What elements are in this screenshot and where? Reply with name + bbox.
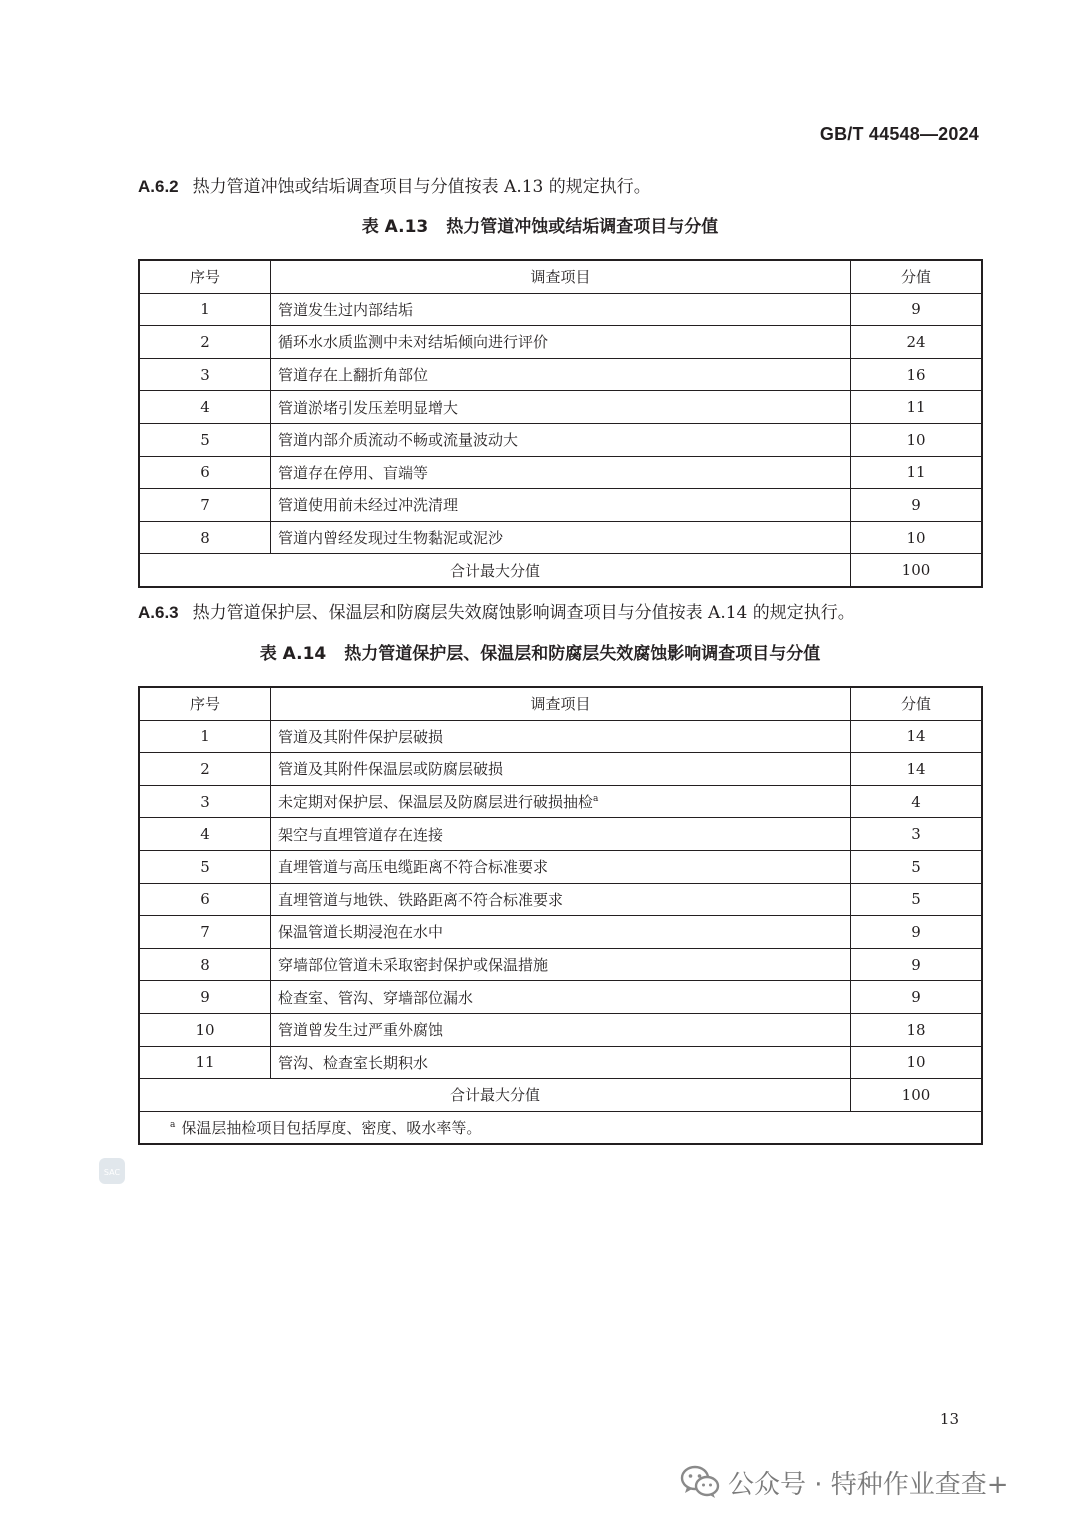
table-a13 (138, 259, 983, 588)
table-a13-title (0, 212, 1080, 237)
table-row (139, 981, 982, 1014)
account-text: 公众号 · 特种作业查查+ (728, 1469, 1009, 1500)
col-header-no: 序号 (139, 260, 271, 293)
row-score: 11 (851, 391, 983, 424)
row-number: 3 (139, 785, 271, 818)
row-number: 4 (139, 818, 271, 851)
row-item-text: 管道存在停用、盲端等 (278, 463, 429, 482)
row-score: 9 (851, 293, 983, 326)
clause-number: A.6.3 (138, 603, 179, 622)
page-number: 13 (939, 1410, 959, 1428)
row-score: 18 (851, 1013, 983, 1046)
row-item-text: 管沟、检查室长期积水 (278, 1053, 429, 1072)
row-score: 3 (851, 818, 983, 851)
row-score: 5 (851, 850, 983, 883)
table-row (139, 391, 982, 424)
total-label: 合计最大分值 (139, 554, 851, 587)
row-number: 8 (139, 521, 271, 554)
col-header-score: 分值 (851, 687, 983, 720)
row-item-text: 管道曾发生过严重外腐蚀 (278, 1021, 444, 1040)
table-row (139, 456, 982, 489)
row-item (271, 916, 851, 949)
row-item-text: 循环水水质监测中未对结垢倾向进行评价 (278, 333, 549, 352)
row-item (271, 753, 851, 786)
table-header-row (139, 687, 982, 720)
row-number: 11 (139, 1046, 271, 1079)
row-score: 14 (851, 720, 983, 753)
row-score: 10 (851, 1046, 983, 1079)
table-row (139, 1046, 982, 1079)
row-item-text: 未定期对保护层、保温层及防腐层进行破损抽检 (278, 793, 594, 812)
standard-code: GB/T 44548—2024 (819, 124, 979, 144)
row-item-text: 管道存在上翻折角部位 (278, 366, 429, 385)
row-item-text: 穿墙部位管道未采取密封保护或保温措施 (278, 956, 549, 975)
table-total-row (139, 1079, 982, 1112)
row-number: 1 (139, 720, 271, 753)
col-header-no: 序号 (139, 687, 271, 720)
footnote-text: 保温层抽检项目包括厚度、密度、吸水率等。 (181, 1119, 482, 1138)
row-item (271, 850, 851, 883)
row-item (271, 456, 851, 489)
total-value: 100 (851, 1079, 983, 1112)
row-number: 1 (139, 293, 271, 326)
row-item-text: 直埋管道与高压电缆距离不符合标准要求 (278, 858, 549, 877)
row-item (271, 785, 851, 818)
table-row (139, 785, 982, 818)
row-item (271, 720, 851, 753)
row-item (271, 358, 851, 391)
table-row (139, 753, 982, 786)
row-number: 5 (139, 423, 271, 456)
row-item (271, 818, 851, 851)
table-a14-title (0, 639, 1080, 664)
row-item-text: 直埋管道与地铁、铁路距离不符合标准要求 (278, 890, 564, 909)
row-item-text: 管道淤堵引发压差明显增大 (278, 398, 459, 417)
row-score: 4 (851, 785, 983, 818)
table-row (139, 489, 982, 522)
col-header-score: 分值 (851, 260, 983, 293)
row-score: 10 (851, 423, 983, 456)
col-header-item: 调查项目 (271, 687, 851, 720)
row-score: 24 (851, 326, 983, 359)
row-score: 9 (851, 916, 983, 949)
row-item (271, 948, 851, 981)
row-item (271, 391, 851, 424)
clause-a63 (138, 598, 855, 623)
row-number: 9 (139, 981, 271, 1014)
row-item (271, 521, 851, 554)
table-caption: 热力管道保护层、保温层和防腐层失效腐蚀影响调查项目与分值 (344, 644, 821, 664)
row-number: 7 (139, 489, 271, 522)
row-item-text: 保温管道长期浸泡在水中 (278, 923, 444, 942)
table-row (139, 720, 982, 753)
svg-text:SAC: SAC (103, 1168, 121, 1177)
row-number: 2 (139, 326, 271, 359)
clause-number: A.6.2 (138, 177, 179, 196)
row-number: 6 (139, 456, 271, 489)
row-item-text: 架空与直埋管道存在连接 (278, 825, 444, 844)
row-item-text: 管道使用前未经过冲洗清理 (278, 496, 459, 515)
wechat-account-watermark (680, 1462, 1060, 1502)
total-label: 合计最大分值 (139, 1079, 851, 1112)
row-item (271, 981, 851, 1014)
row-item (271, 326, 851, 359)
row-item (271, 1013, 851, 1046)
table-caption: 热力管道冲蚀或结垢调查项目与分值 (446, 217, 719, 237)
sac-logo-icon (98, 1157, 126, 1185)
row-number: 8 (139, 948, 271, 981)
row-number: 7 (139, 916, 271, 949)
clause-text: 热力管道保护层、保温层和防腐层失效腐蚀影响调查项目与分值按表 A.14 的规定执行。 (192, 603, 855, 623)
table-row (139, 850, 982, 883)
table-row (139, 293, 982, 326)
row-score: 5 (851, 883, 983, 916)
total-value: 100 (851, 554, 983, 587)
clause-text: 热力管道冲蚀或结垢调查项目与分值按表 A.13 的规定执行。 (192, 177, 651, 197)
row-number: 5 (139, 850, 271, 883)
row-number: 2 (139, 753, 271, 786)
row-item-text: 管道及其附件保温层或防腐层破损 (278, 760, 504, 779)
table-row (139, 358, 982, 391)
row-number: 3 (139, 358, 271, 391)
row-item (271, 883, 851, 916)
footnote-ref: a (593, 794, 599, 805)
table-header-row (139, 260, 982, 293)
row-item-text: 检查室、管沟、穿墙部位漏水 (278, 988, 474, 1007)
wechat-icon (680, 1465, 720, 1499)
table-row (139, 521, 982, 554)
col-header-item: 调查项目 (271, 260, 851, 293)
table-row (139, 948, 982, 981)
footnote-mark: a (170, 1120, 176, 1131)
table-number: 表 A.13 (361, 217, 429, 237)
row-item-text: 管道及其附件保护层破损 (278, 727, 444, 746)
row-score: 9 (851, 948, 983, 981)
row-number: 10 (139, 1013, 271, 1046)
table-row (139, 883, 982, 916)
row-item (271, 293, 851, 326)
row-score: 14 (851, 753, 983, 786)
row-item (271, 423, 851, 456)
table-a14 (138, 686, 983, 1145)
table-row (139, 423, 982, 456)
row-score: 9 (851, 981, 983, 1014)
table-footnote (139, 1111, 982, 1144)
row-score: 9 (851, 489, 983, 522)
row-number: 4 (139, 391, 271, 424)
row-item (271, 489, 851, 522)
row-item-text: 管道内曾经发现过生物黏泥或泥沙 (278, 529, 504, 548)
table-number: 表 A.14 (259, 644, 327, 664)
row-item (271, 1046, 851, 1079)
table-row (139, 1013, 982, 1046)
table-row (139, 916, 982, 949)
table-row (139, 818, 982, 851)
row-score: 16 (851, 358, 983, 391)
row-score: 11 (851, 456, 983, 489)
clause-a62 (138, 172, 651, 197)
table-total-row (139, 554, 982, 587)
row-item-text: 管道内部介质流动不畅或流量波动大 (278, 431, 519, 450)
row-number: 6 (139, 883, 271, 916)
row-item-text: 管道发生过内部结垢 (278, 300, 414, 319)
table-row (139, 326, 982, 359)
table-note-row (139, 1111, 982, 1144)
row-score: 10 (851, 521, 983, 554)
